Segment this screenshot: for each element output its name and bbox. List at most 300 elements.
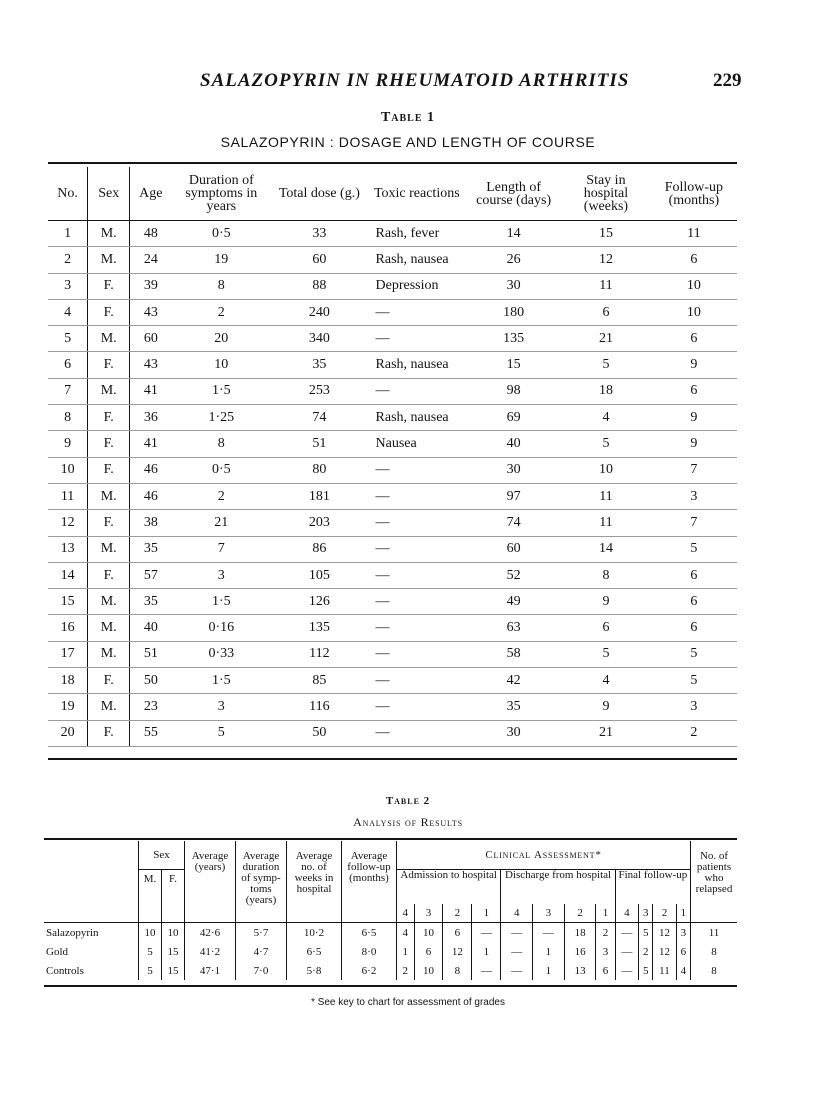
table2-cell: 6·5 bbox=[287, 942, 342, 961]
cell-length-of-course: 49 bbox=[466, 589, 561, 615]
cell-no: 15 bbox=[48, 589, 88, 615]
cell-no: 17 bbox=[48, 641, 88, 667]
table2-cell: 18 bbox=[564, 923, 596, 942]
cell-duration: 1·25 bbox=[171, 405, 271, 431]
cell-total-dose: 203 bbox=[271, 510, 367, 536]
table2-cell: — bbox=[615, 961, 638, 980]
table2-cell: 12 bbox=[653, 923, 676, 942]
cell-length-of-course: 60 bbox=[466, 536, 561, 562]
table2-cell: 1 bbox=[397, 942, 415, 961]
cell-duration: 7 bbox=[171, 536, 271, 562]
cell-stay-in-hospital: 4 bbox=[561, 405, 651, 431]
table2-title: Analysis of Results bbox=[353, 815, 463, 829]
cell-duration: 19 bbox=[171, 247, 271, 273]
cell-total-dose: 86 bbox=[271, 536, 367, 562]
cell-follow-up: 6 bbox=[651, 615, 737, 641]
cell-stay-in-hospital: 12 bbox=[561, 247, 651, 273]
table2-cell: 3 bbox=[676, 923, 690, 942]
table2-cell: 2 bbox=[639, 942, 653, 961]
table2-cell: 6 bbox=[596, 961, 615, 980]
header-stay-in-hospital: Stay in hospital (weeks) bbox=[561, 167, 651, 221]
cell-length-of-course: 30 bbox=[466, 720, 561, 746]
cell-no: 19 bbox=[48, 694, 88, 720]
table2-cell: 6·2 bbox=[342, 961, 397, 980]
cell-duration: 0·33 bbox=[171, 641, 271, 667]
table2-cell: 10 bbox=[414, 961, 443, 980]
cell-no: 1 bbox=[48, 221, 88, 247]
grade-label: 3 bbox=[533, 904, 565, 923]
cell-length-of-course: 52 bbox=[466, 562, 561, 588]
table2-row bbox=[44, 923, 737, 942]
cell-sex: M. bbox=[88, 221, 130, 247]
table1-row bbox=[48, 326, 737, 352]
table1-row bbox=[48, 720, 737, 746]
table2-cell: 5·7 bbox=[236, 923, 287, 942]
cell-age: 41 bbox=[130, 378, 172, 404]
cell-follow-up: 5 bbox=[651, 641, 737, 667]
cell-length-of-course: 180 bbox=[466, 299, 561, 325]
cell-length-of-course: 42 bbox=[466, 668, 561, 694]
table2-cell: 4 bbox=[676, 961, 690, 980]
table2-cell: 16 bbox=[564, 942, 596, 961]
cell-toxic-reactions: — bbox=[368, 641, 467, 667]
cell-no: 6 bbox=[48, 352, 88, 378]
cell-sex: F. bbox=[88, 720, 130, 746]
grade-label: 2 bbox=[443, 904, 472, 923]
header-duration: Duration of symptoms in years bbox=[171, 167, 271, 221]
cell-age: 41 bbox=[130, 431, 172, 457]
cell-age: 51 bbox=[130, 641, 172, 667]
grade-label: 1 bbox=[596, 904, 615, 923]
table1-caption: Table 1 bbox=[380, 110, 436, 125]
cell-total-dose: 181 bbox=[271, 483, 367, 509]
grade-label: 2 bbox=[653, 904, 676, 923]
table2-cell: 12 bbox=[653, 942, 676, 961]
cell-total-dose: 126 bbox=[271, 589, 367, 615]
table2-cell: — bbox=[501, 961, 533, 980]
grade-label: 1 bbox=[472, 904, 501, 923]
table2-footnote: * See key to chart for assessment of grades bbox=[311, 997, 505, 1008]
table2-header-average-followup: Average follow-up (months) bbox=[342, 841, 397, 923]
cell-stay-in-hospital: 11 bbox=[561, 483, 651, 509]
cell-follow-up: 6 bbox=[651, 562, 737, 588]
cell-length-of-course: 14 bbox=[466, 221, 561, 247]
cell-length-of-course: 35 bbox=[466, 694, 561, 720]
header-no: No. bbox=[48, 167, 88, 221]
cell-total-dose: 135 bbox=[271, 615, 367, 641]
header-length-of-course: Length of course (days) bbox=[466, 167, 561, 221]
header-toxic-reactions: Toxic reactions bbox=[368, 167, 467, 221]
cell-follow-up: 11 bbox=[651, 221, 737, 247]
cell-total-dose: 80 bbox=[271, 457, 367, 483]
cell-sex: M. bbox=[88, 641, 130, 667]
cell-length-of-course: 74 bbox=[466, 510, 561, 536]
table2-cell: 13 bbox=[564, 961, 596, 980]
cell-duration: 0·5 bbox=[171, 457, 271, 483]
cell-toxic-reactions: Rash, nausea bbox=[368, 352, 467, 378]
cell-no: 4 bbox=[48, 299, 88, 325]
cell-no: 5 bbox=[48, 326, 88, 352]
cell-no: 14 bbox=[48, 562, 88, 588]
cell-sex: M. bbox=[88, 589, 130, 615]
cell-age: 43 bbox=[130, 352, 172, 378]
table2 bbox=[44, 841, 737, 980]
cell-toxic-reactions: — bbox=[368, 562, 467, 588]
table2-cell: 7·0 bbox=[236, 961, 287, 980]
cell-total-dose: 50 bbox=[271, 720, 367, 746]
table1-row bbox=[48, 431, 737, 457]
cell-toxic-reactions: — bbox=[368, 457, 467, 483]
table2-cell: — bbox=[472, 923, 501, 942]
cell-length-of-course: 30 bbox=[466, 273, 561, 299]
cell-sex: F. bbox=[88, 562, 130, 588]
cell-age: 35 bbox=[130, 536, 172, 562]
table2-row-label: Controls bbox=[44, 961, 139, 980]
cell-stay-in-hospital: 6 bbox=[561, 299, 651, 325]
cell-no: 2 bbox=[48, 247, 88, 273]
cell-total-dose: 240 bbox=[271, 299, 367, 325]
cell-age: 24 bbox=[130, 247, 172, 273]
table2-cell: 5 bbox=[139, 942, 162, 961]
cell-no: 12 bbox=[48, 510, 88, 536]
table1-row bbox=[48, 483, 737, 509]
cell-age: 23 bbox=[130, 694, 172, 720]
cell-toxic-reactions: Depression bbox=[368, 273, 467, 299]
cell-stay-in-hospital: 8 bbox=[561, 562, 651, 588]
cell-total-dose: 74 bbox=[271, 405, 367, 431]
cell-sex: M. bbox=[88, 247, 130, 273]
table2-cell: 47·1 bbox=[185, 961, 236, 980]
header-age: Age bbox=[130, 167, 172, 221]
cell-duration: 3 bbox=[171, 694, 271, 720]
cell-toxic-reactions: — bbox=[368, 589, 467, 615]
cell-toxic-reactions: Nausea bbox=[368, 431, 467, 457]
table1-row bbox=[48, 510, 737, 536]
cell-total-dose: 116 bbox=[271, 694, 367, 720]
cell-duration: 0·16 bbox=[171, 615, 271, 641]
cell-total-dose: 35 bbox=[271, 352, 367, 378]
cell-age: 40 bbox=[130, 615, 172, 641]
cell-no: 16 bbox=[48, 615, 88, 641]
cell-toxic-reactions: — bbox=[368, 694, 467, 720]
cell-sex: M. bbox=[88, 536, 130, 562]
table1-top-rule bbox=[48, 162, 737, 164]
cell-sex: F. bbox=[88, 668, 130, 694]
cell-no: 3 bbox=[48, 273, 88, 299]
cell-duration: 0·5 bbox=[171, 221, 271, 247]
cell-toxic-reactions: — bbox=[368, 378, 467, 404]
cell-age: 39 bbox=[130, 273, 172, 299]
table2-row bbox=[44, 961, 737, 980]
table1-row bbox=[48, 299, 737, 325]
cell-length-of-course: 40 bbox=[466, 431, 561, 457]
grade-label: 1 bbox=[676, 904, 690, 923]
cell-no: 20 bbox=[48, 720, 88, 746]
cell-age: 35 bbox=[130, 589, 172, 615]
cell-length-of-course: 69 bbox=[466, 405, 561, 431]
cell-sex: F. bbox=[88, 431, 130, 457]
table1-row bbox=[48, 247, 737, 273]
table2-header-final: Final follow-up bbox=[615, 870, 690, 905]
cell-stay-in-hospital: 14 bbox=[561, 536, 651, 562]
grade-label: 4 bbox=[397, 904, 415, 923]
table2-cell: — bbox=[501, 942, 533, 961]
cell-toxic-reactions: — bbox=[368, 668, 467, 694]
table1-row bbox=[48, 352, 737, 378]
cell-length-of-course: 98 bbox=[466, 378, 561, 404]
table2-header-rule bbox=[44, 922, 737, 923]
cell-duration: 1·5 bbox=[171, 589, 271, 615]
cell-no: 11 bbox=[48, 483, 88, 509]
cell-toxic-reactions: — bbox=[368, 326, 467, 352]
cell-stay-in-hospital: 11 bbox=[561, 510, 651, 536]
cell-follow-up: 7 bbox=[651, 457, 737, 483]
table2-cell: 10 bbox=[162, 923, 185, 942]
table2-cell: 4·7 bbox=[236, 942, 287, 961]
cell-total-dose: 105 bbox=[271, 562, 367, 588]
cell-stay-in-hospital: 15 bbox=[561, 221, 651, 247]
cell-length-of-course: 30 bbox=[466, 457, 561, 483]
table2-cell: 6 bbox=[443, 923, 472, 942]
table2-cell: 6 bbox=[414, 942, 443, 961]
cell-age: 46 bbox=[130, 483, 172, 509]
cell-stay-in-hospital: 6 bbox=[561, 615, 651, 641]
cell-total-dose: 88 bbox=[271, 273, 367, 299]
table2-row-label-header bbox=[44, 841, 139, 923]
cell-follow-up: 9 bbox=[651, 431, 737, 457]
table2-top-rule bbox=[44, 838, 737, 840]
cell-sex: M. bbox=[88, 326, 130, 352]
cell-follow-up: 5 bbox=[651, 536, 737, 562]
cell-follow-up: 3 bbox=[651, 483, 737, 509]
table2-cell: 15 bbox=[162, 942, 185, 961]
cell-toxic-reactions: — bbox=[368, 615, 467, 641]
table1-row bbox=[48, 641, 737, 667]
cell-stay-in-hospital: 5 bbox=[561, 352, 651, 378]
cell-follow-up: 6 bbox=[651, 589, 737, 615]
grade-label: 3 bbox=[414, 904, 443, 923]
cell-toxic-reactions: — bbox=[368, 510, 467, 536]
table2-cell: — bbox=[501, 923, 533, 942]
cell-follow-up: 5 bbox=[651, 668, 737, 694]
cell-duration: 1·5 bbox=[171, 668, 271, 694]
cell-length-of-course: 135 bbox=[466, 326, 561, 352]
table2-cell: 5·8 bbox=[287, 961, 342, 980]
table2-caption: Table 2 bbox=[385, 795, 431, 807]
cell-stay-in-hospital: 4 bbox=[561, 668, 651, 694]
cell-follow-up: 9 bbox=[651, 405, 737, 431]
table2-header-average-years: Average (years) bbox=[185, 841, 236, 923]
table2-cell: 8 bbox=[443, 961, 472, 980]
cell-duration: 10 bbox=[171, 352, 271, 378]
cell-length-of-course: 26 bbox=[466, 247, 561, 273]
cell-total-dose: 60 bbox=[271, 247, 367, 273]
cell-age: 60 bbox=[130, 326, 172, 352]
cell-sex: F. bbox=[88, 352, 130, 378]
table2-cell: 1 bbox=[533, 961, 565, 980]
table2-cell: 6 bbox=[676, 942, 690, 961]
header-follow-up: Follow-up (months) bbox=[651, 167, 737, 221]
cell-duration: 1·5 bbox=[171, 378, 271, 404]
cell-age: 48 bbox=[130, 221, 172, 247]
grade-label: 4 bbox=[615, 904, 638, 923]
cell-stay-in-hospital: 5 bbox=[561, 431, 651, 457]
grade-label: 3 bbox=[639, 904, 653, 923]
table2-header-admission: Admission to hospital bbox=[397, 870, 501, 905]
cell-length-of-course: 97 bbox=[466, 483, 561, 509]
table2-cell: 10 bbox=[139, 923, 162, 942]
table2-header-relapsed: No. of patients who relapsed bbox=[695, 850, 733, 895]
table2-cell: 42·6 bbox=[185, 923, 236, 942]
cell-no: 9 bbox=[48, 431, 88, 457]
cell-no: 7 bbox=[48, 378, 88, 404]
cell-length-of-course: 63 bbox=[466, 615, 561, 641]
table1-row bbox=[48, 405, 737, 431]
table2-header-discharge: Discharge from hospital bbox=[501, 870, 615, 905]
table2-bottom-rule bbox=[44, 985, 737, 987]
cell-stay-in-hospital: 11 bbox=[561, 273, 651, 299]
header-sex: Sex bbox=[88, 167, 130, 221]
cell-age: 36 bbox=[130, 405, 172, 431]
cell-length-of-course: 15 bbox=[466, 352, 561, 378]
cell-duration: 8 bbox=[171, 431, 271, 457]
cell-follow-up: 6 bbox=[651, 378, 737, 404]
grade-label: 2 bbox=[564, 904, 596, 923]
cell-toxic-reactions: — bbox=[368, 299, 467, 325]
cell-age: 43 bbox=[130, 299, 172, 325]
table2-cell: 11 bbox=[708, 926, 720, 939]
cell-sex: F. bbox=[88, 273, 130, 299]
cell-duration: 21 bbox=[171, 510, 271, 536]
cell-duration: 20 bbox=[171, 326, 271, 352]
cell-age: 55 bbox=[130, 720, 172, 746]
cell-duration: 2 bbox=[171, 299, 271, 325]
table1-row bbox=[48, 457, 737, 483]
table1-row bbox=[48, 273, 737, 299]
cell-duration: 2 bbox=[171, 483, 271, 509]
cell-age: 46 bbox=[130, 457, 172, 483]
cell-total-dose: 85 bbox=[271, 668, 367, 694]
table2-header-average-duration: Average duration of symp-toms (years) bbox=[236, 841, 287, 923]
table2-cell: 5 bbox=[139, 961, 162, 980]
header-total-dose: Total dose (g.) bbox=[271, 167, 367, 221]
cell-total-dose: 112 bbox=[271, 641, 367, 667]
cell-toxic-reactions: Rash, nausea bbox=[368, 247, 467, 273]
cell-sex: F. bbox=[88, 457, 130, 483]
table2-row bbox=[44, 942, 737, 961]
cell-toxic-reactions: — bbox=[368, 483, 467, 509]
cell-follow-up: 3 bbox=[651, 694, 737, 720]
table1-bottom-rule bbox=[48, 758, 737, 760]
table2-cell: 1 bbox=[533, 942, 565, 961]
table2-row-label: Gold bbox=[44, 942, 139, 961]
table2-body bbox=[44, 923, 737, 980]
cell-no: 10 bbox=[48, 457, 88, 483]
page-number: 229 bbox=[713, 70, 742, 91]
table1-row bbox=[48, 221, 737, 247]
table1 bbox=[48, 167, 737, 747]
cell-follow-up: 2 bbox=[651, 720, 737, 746]
table2-cell: 10·2 bbox=[287, 923, 342, 942]
table1-row bbox=[48, 378, 737, 404]
table1-row bbox=[48, 615, 737, 641]
table2-cell: 2 bbox=[596, 923, 615, 942]
cell-age: 38 bbox=[130, 510, 172, 536]
table2-row-label: Salazopyrin bbox=[44, 923, 139, 942]
table2-cell: 8·0 bbox=[342, 942, 397, 961]
running-title: SALAZOPYRIN IN RHEUMATOID ARTHRITIS bbox=[200, 70, 630, 91]
table1-row bbox=[48, 589, 737, 615]
cell-stay-in-hospital: 21 bbox=[561, 720, 651, 746]
table2-cell: 8 bbox=[711, 964, 717, 977]
cell-stay-in-hospital: 5 bbox=[561, 641, 651, 667]
cell-follow-up: 9 bbox=[651, 352, 737, 378]
cell-total-dose: 340 bbox=[271, 326, 367, 352]
table2-cell: 5 bbox=[639, 923, 653, 942]
cell-sex: M. bbox=[88, 615, 130, 641]
cell-follow-up: 6 bbox=[651, 247, 737, 273]
cell-no: 8 bbox=[48, 405, 88, 431]
cell-toxic-reactions: — bbox=[368, 536, 467, 562]
cell-sex: M. bbox=[88, 694, 130, 720]
cell-stay-in-hospital: 21 bbox=[561, 326, 651, 352]
cell-toxic-reactions: Rash, fever bbox=[368, 221, 467, 247]
cell-follow-up: 10 bbox=[651, 273, 737, 299]
table1-row bbox=[48, 694, 737, 720]
cell-sex: M. bbox=[88, 483, 130, 509]
table2-cell: — bbox=[533, 923, 565, 942]
cell-follow-up: 7 bbox=[651, 510, 737, 536]
table1-title: SALAZOPYRIN : DOSAGE AND LENGTH OF COURSE bbox=[220, 134, 596, 150]
cell-no: 13 bbox=[48, 536, 88, 562]
cell-total-dose: 253 bbox=[271, 378, 367, 404]
cell-total-dose: 51 bbox=[271, 431, 367, 457]
cell-follow-up: 6 bbox=[651, 326, 737, 352]
cell-sex: F. bbox=[88, 510, 130, 536]
cell-total-dose: 33 bbox=[271, 221, 367, 247]
table2-cell: — bbox=[615, 923, 638, 942]
cell-duration: 5 bbox=[171, 720, 271, 746]
cell-follow-up: 10 bbox=[651, 299, 737, 325]
table2-cell: 8 bbox=[711, 945, 717, 958]
table2-cell: 2 bbox=[397, 961, 415, 980]
table1-row bbox=[48, 536, 737, 562]
table2-header-male: M. bbox=[139, 870, 162, 924]
cell-stay-in-hospital: 10 bbox=[561, 457, 651, 483]
table2-cell: 11 bbox=[653, 961, 676, 980]
table1-body bbox=[48, 221, 737, 747]
table2-header-sex: Sex bbox=[139, 841, 185, 870]
table2-cell: 10 bbox=[414, 923, 443, 942]
table2-header-average-weeks: Average no. of weeks in hospital bbox=[287, 841, 342, 923]
table2-cell: 1 bbox=[472, 942, 501, 961]
table2-cell: 6·5 bbox=[342, 923, 397, 942]
table2-cell: 4 bbox=[397, 923, 415, 942]
table2-cell: 5 bbox=[639, 961, 653, 980]
table2-header-clinical-assessment: Clinical Assessment* bbox=[397, 841, 691, 870]
cell-length-of-course: 58 bbox=[466, 641, 561, 667]
table1-row bbox=[48, 562, 737, 588]
table2-cell: — bbox=[615, 942, 638, 961]
table2-cell: 12 bbox=[443, 942, 472, 961]
table1-row bbox=[48, 668, 737, 694]
table2-cell: 41·2 bbox=[185, 942, 236, 961]
cell-stay-in-hospital: 18 bbox=[561, 378, 651, 404]
cell-duration: 3 bbox=[171, 562, 271, 588]
cell-toxic-reactions: Rash, nausea bbox=[368, 405, 467, 431]
cell-sex: F. bbox=[88, 299, 130, 325]
table2-cell: — bbox=[472, 961, 501, 980]
